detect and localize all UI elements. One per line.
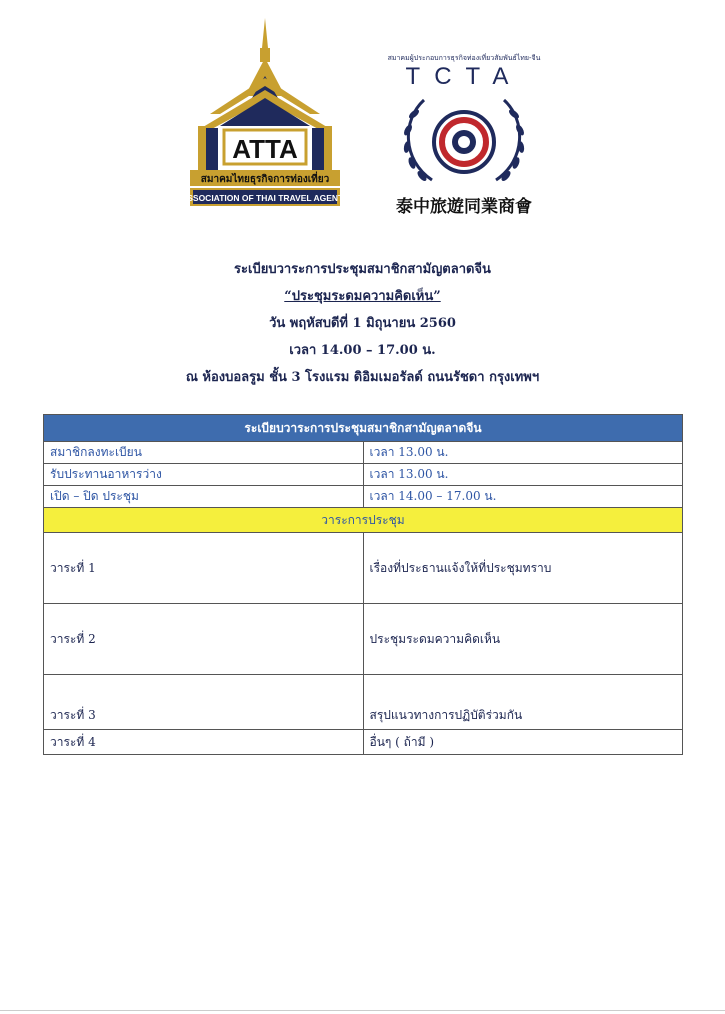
table-row xyxy=(44,675,683,730)
info-value: เวลา 14.00 – 17.00 น. xyxy=(363,486,683,508)
table-row xyxy=(44,486,683,508)
agenda-label: วาระที่ 4 xyxy=(44,730,364,755)
table-row xyxy=(44,533,683,604)
info-label: รับประทานอาหารว่าง xyxy=(44,464,364,486)
logos-area xyxy=(0,18,725,218)
agenda-value: อื่นๆ ( ถ้ามี ) xyxy=(363,730,683,755)
atta-english-name: ASSOCIATION OF THAI TRAVEL AGENTS xyxy=(181,193,349,203)
agenda-value: สรุปแนวทางการปฏิบัติร่วมกัน xyxy=(363,675,683,730)
table-title: ระเบียบวาระการประชุมสมาชิกสามัญตลาดจีน xyxy=(44,415,683,442)
info-label: เปิด – ปิด ประชุม xyxy=(44,486,364,508)
atta-logo xyxy=(181,18,349,210)
section-title: วาระการประชุม xyxy=(44,508,683,533)
section-row xyxy=(44,508,683,533)
agenda-label: วาระที่ 3 xyxy=(44,675,364,730)
tcta-chinese-name: 泰中旅遊同業商會 xyxy=(396,197,532,217)
heading-date: วัน พฤหัสบดีที่ 1 มิถุนายน 2560 xyxy=(269,316,456,331)
agenda-value: เรื่องที่ประธานแจ้งให้ที่ประชุมทราบ xyxy=(363,533,683,604)
agenda-table xyxy=(43,414,683,755)
table-row xyxy=(44,730,683,755)
tcta-logo xyxy=(384,50,544,222)
tcta-top-text: สมาคมผู้ประกอบการธุรกิจท่องเที่ยวสัมพันธ์ไทย-จีน xyxy=(387,54,541,62)
heading-title: ระเบียบวาระการประชุมสมาชิกสามัญตลาดจีน xyxy=(234,262,491,277)
tcta-mark-text: TCTA xyxy=(405,63,523,90)
page-bottom-divider xyxy=(0,1010,725,1011)
atta-mark-text: ATTA xyxy=(232,134,298,164)
info-value: เวลา 13.00 น. xyxy=(363,464,683,486)
agenda-value: ประชุมระดมความคิดเห็น xyxy=(363,604,683,675)
table-title-row xyxy=(44,415,683,442)
agenda-label: วาระที่ 2 xyxy=(44,604,364,675)
info-value: เวลา 13.00 น. xyxy=(363,442,683,464)
heading-subtitle: “ประชุมระดมความคิดเห็น” xyxy=(284,289,441,304)
table-row xyxy=(44,464,683,486)
heading-venue: ณ ห้องบอลรูม ชั้น 3 โรงแรม ดิอิมเมอรัลด์ ถนนรัชดา กรุงเทพฯ xyxy=(185,370,540,385)
table-row xyxy=(44,604,683,675)
heading-time: เวลา 14.00 – 17.00 น. xyxy=(289,343,436,358)
info-label: สมาชิกลงทะเบียน xyxy=(44,442,364,464)
table-row xyxy=(44,442,683,464)
agenda-label: วาระที่ 1 xyxy=(44,533,364,604)
atta-thai-name: สมาคมไทยธุรกิจการท่องเที่ยว xyxy=(200,174,330,185)
